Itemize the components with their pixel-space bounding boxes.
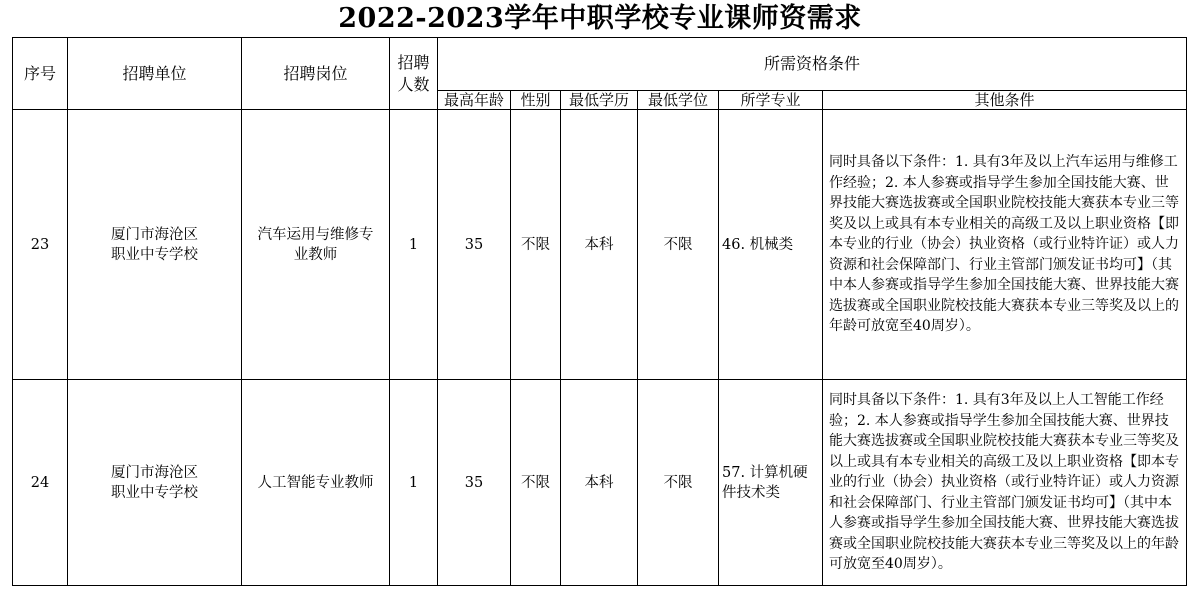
cell-other-conditions: 同时具备以下条件：1. 具有3年及以上人工智能工作经验；2. 本人参赛或指导学生参加全国技能大赛、世界技能大赛选拔赛或全国职业院校技能大赛获本专业三等奖及以上或具有本专业相关的高级工及以上职业资格【即本专业的行业（协会）执业资格（或行业特许证）或人力资源和社会保障部门、行业主管部门颁发证书均可】（其中本人参赛或指导学生参加全国技能大赛、世界技能大赛选拔赛或全国职业院校技能大赛获本专业三等奖及以上的年龄可放宽至40周岁）。 [823, 380, 1187, 586]
cell-max-age: 35 [438, 380, 511, 586]
table-row [13, 110, 1187, 380]
header-count-line2: 人数 [397, 74, 430, 94]
cell-position [242, 110, 390, 380]
header-max-age: 最高年龄 [438, 91, 511, 110]
header-count [390, 38, 438, 110]
header-unit: 招聘单位 [68, 38, 242, 110]
header-count-line1: 招聘 [397, 52, 430, 72]
cell-gender: 不限 [511, 380, 561, 586]
cell-min-education: 本科 [561, 110, 638, 380]
cell-position-line1: 人工智能专业教师 [257, 474, 374, 491]
header-seq: 序号 [13, 38, 68, 110]
cell-min-education: 本科 [561, 380, 638, 586]
cell-unit-line1: 厦门市海沧区 [111, 226, 198, 243]
cell-position-line1: 汽车运用与维修专 [257, 226, 374, 243]
header-min-education: 最低学历 [561, 91, 638, 110]
header-position: 招聘岗位 [242, 38, 390, 110]
cell-seq: 23 [13, 110, 68, 380]
cell-max-age: 35 [438, 110, 511, 380]
header-gender: 性别 [511, 91, 561, 110]
cell-unit [68, 380, 242, 586]
cell-min-degree: 不限 [638, 380, 719, 586]
cell-major-line1: 57. 计算机硬 [722, 464, 808, 481]
cell-position [242, 380, 390, 586]
cell-unit-line1: 厦门市海沧区 [111, 464, 198, 481]
header-other: 其他条件 [823, 91, 1187, 110]
cell-min-degree: 不限 [638, 110, 719, 380]
header-row-1 [13, 38, 1187, 91]
cell-major [719, 110, 823, 380]
cell-major-line1: 46. 机械类 [722, 236, 794, 253]
document-title: 2022-2023学年中职学校专业课师资需求 [338, 3, 862, 34]
header-min-degree: 最低学位 [638, 91, 719, 110]
cell-unit [68, 110, 242, 380]
cell-major [719, 380, 823, 586]
cell-count: 1 [390, 110, 438, 380]
cell-major-line2: 件技术类 [722, 484, 780, 501]
cell-gender: 不限 [511, 110, 561, 380]
header-major: 所学专业 [719, 91, 823, 110]
cell-unit-line2: 职业中专学校 [111, 484, 198, 501]
cell-count: 1 [390, 380, 438, 586]
cell-position-line2: 业教师 [293, 246, 338, 263]
requirements-table [12, 37, 1187, 586]
cell-other-conditions: 同时具备以下条件：1. 具有3年及以上汽车运用与维修工作经验；2. 本人参赛或指导学生参加全国技能大赛、世界技能大赛选拔赛或全国职业院校技能大赛获本专业三等奖及以上或具有本专业相关的高级工及以上职业资格【即本专业的行业（协会）执业资格（或行业特许证）或人力资源和社会保障部门、行业主管部门颁发证书均可】（其中本人参赛或指导学生参加全国技能大赛、世界技能大赛选拔赛或全国职业院校技能大赛获本专业三等奖及以上的年龄可放宽至40周岁）。 [823, 110, 1187, 380]
table-row [13, 380, 1187, 586]
header-qualifications: 所需资格条件 [438, 38, 1187, 91]
cell-unit-line2: 职业中专学校 [111, 246, 198, 263]
cell-seq: 24 [13, 380, 68, 586]
